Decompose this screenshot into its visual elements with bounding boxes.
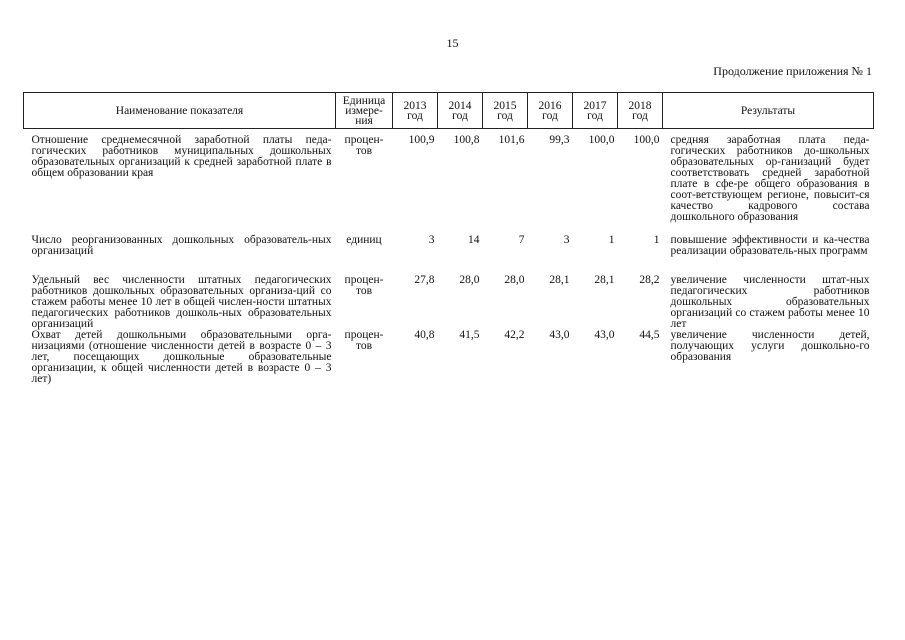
header-year-2018: 2018 год — [618, 93, 663, 129]
value-2017: 1 — [608, 234, 615, 246]
indicator-result: средняя заработная плата педа-гогических работников до-школьных образовательных ор-ганизаций будет соответствовать средней заработной плате в сфе-ре общего образования в соот-ветствующем регионе, повысит-ся качество кадрового состава дошкольного образования — [670, 134, 870, 223]
value-2015: 101,6 — [498, 134, 525, 146]
indicator-result: повышение эффективности и ка-чества реализации образователь-ных программ — [670, 234, 870, 257]
header-year-2016: 2016 год — [528, 93, 573, 129]
header-year-2017: 2017 год — [573, 93, 618, 129]
value-2018: 100,0 — [633, 134, 660, 146]
header-year-2014: 2014 год — [438, 93, 483, 129]
header-unit: Единица измере-ния — [336, 93, 393, 129]
indicator-name: Число реорганизованных дошкольных образователь-ных организаций — [31, 234, 332, 257]
value-2015: 42,2 — [504, 329, 525, 341]
value-2016: 43,0 — [549, 329, 570, 341]
indicator-name: Охват детей дошкольными образовательными орга-низациями (отношение численности детей в возрасте 0 – 3 лет, посещающих дошкольные образовательные организации, к общей численности детей в возрасте 0 – 3 лет) — [31, 329, 332, 385]
value-2017: 28,1 — [594, 274, 615, 286]
value-2014: 41,5 — [459, 329, 480, 341]
table-row — [24, 275, 874, 330]
value-2015: 7 — [518, 234, 525, 246]
indicator-result: увеличение численности детей, получающих услуги дошкольно-го образования — [670, 329, 870, 363]
value-2013: 100,9 — [408, 134, 435, 146]
indicator-unit: процен-тов — [344, 134, 384, 157]
value-2016: 3 — [563, 234, 570, 246]
value-2014: 14 — [468, 234, 480, 246]
value-2014: 100,8 — [453, 134, 480, 146]
indicators-table — [23, 92, 874, 385]
value-2017: 100,0 — [588, 134, 615, 146]
value-2015: 28,0 — [504, 274, 525, 286]
header-year-2013: 2013 год — [393, 93, 438, 129]
header-name: Наименование показателя — [24, 93, 336, 129]
value-2013: 27,8 — [414, 274, 435, 286]
indicator-unit: единиц — [346, 234, 382, 246]
indicator-result: увеличение численности штат-ных педагогических работников дошкольных образовательных организаций со стажем работы менее 10 лет — [670, 274, 870, 330]
header-results: Результаты — [663, 93, 874, 129]
value-2013: 40,8 — [414, 329, 435, 341]
value-2016: 99,3 — [549, 134, 570, 146]
header-year-2015: 2015 год — [483, 93, 528, 129]
indicator-name: Удельный вес численности штатных педагогических работников дошкольных образовательных организа-ций со стажем работы менее 10 лет в общей числен-ности штатных педагогических работников дошколь-ных образовательных организаций — [31, 274, 332, 330]
table-row — [24, 135, 874, 235]
continuation-caption: Продолжение приложения № 1 — [713, 64, 872, 78]
value-2013: 3 — [428, 234, 435, 246]
indicator-unit: процен-тов — [344, 274, 384, 297]
value-2014: 28,0 — [459, 274, 480, 286]
value-2016: 28,1 — [549, 274, 570, 286]
value-2018: 44,5 — [639, 329, 660, 341]
indicator-name: Отношение среднемесячной заработной платы педа-гогических работников муниципальных дошкольных образовательных организаций к средней заработной плате в общем образовании края — [31, 134, 332, 179]
value-2018: 1 — [653, 234, 660, 246]
page-number: 15 — [446, 36, 459, 50]
table-header-row — [24, 93, 874, 129]
table-row — [24, 235, 874, 275]
value-2017: 43,0 — [594, 329, 615, 341]
value-2018: 28,2 — [639, 274, 660, 286]
table-row — [24, 330, 874, 385]
indicator-unit: процен-тов — [344, 329, 384, 352]
